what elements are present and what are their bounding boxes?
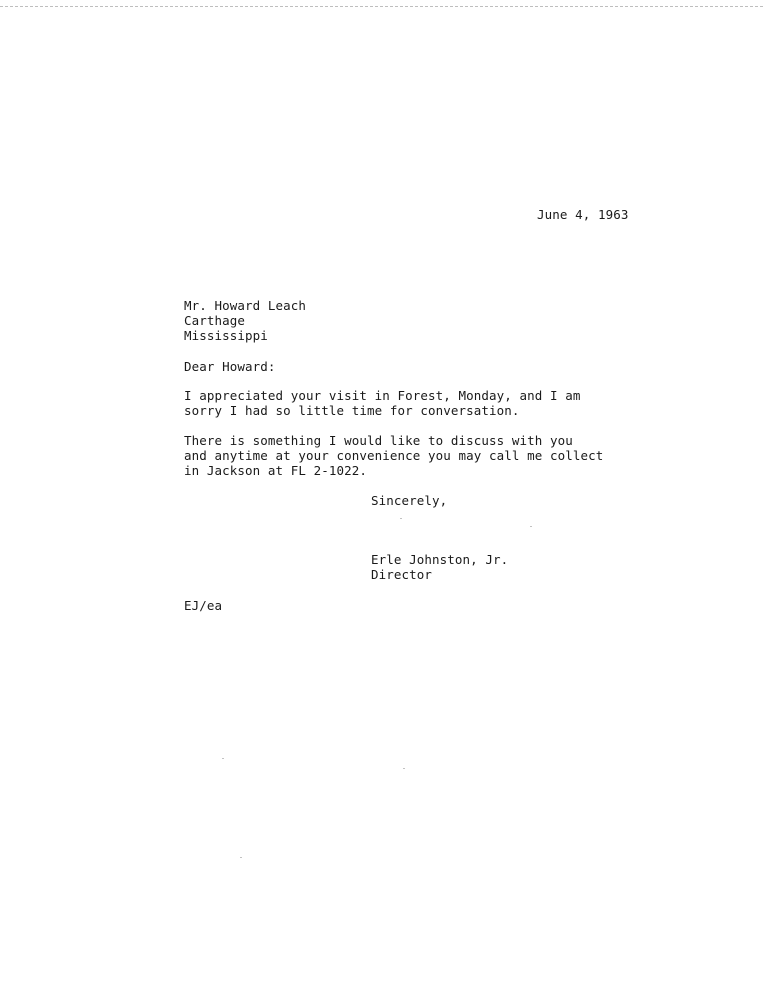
recipient-city: Carthage	[184, 313, 246, 328]
closing: Sincerely,	[371, 493, 448, 508]
letter-date: June 4, 1963	[537, 207, 629, 222]
recipient-state: Mississippi	[184, 328, 268, 343]
signature-name: Erle Johnston, Jr.	[371, 552, 509, 567]
recipient-name: Mr. Howard Leach	[184, 298, 307, 313]
scan-speck	[530, 526, 532, 527]
paragraph-1-line-2: sorry I had so little time for conversation.	[184, 403, 520, 418]
paragraph-2-line-1: There is something I would like to discuss with you	[184, 433, 573, 448]
paragraph-2-line-2: and anytime at your convenience you may call me collect	[184, 448, 604, 463]
signature-title: Director	[371, 567, 433, 582]
salutation: Dear Howard:	[184, 359, 276, 374]
scan-speck	[400, 518, 402, 519]
paragraph-1-line-1: I appreciated your visit in Forest, Monday, and I am	[184, 388, 581, 403]
paragraph-2-line-3: in Jackson at FL 2-1022.	[184, 463, 368, 478]
scan-speck	[240, 857, 242, 858]
page-top-border	[0, 0, 763, 7]
reference-initials: EJ/ea	[184, 598, 223, 613]
scan-speck	[403, 768, 405, 769]
scan-speck	[222, 758, 224, 759]
